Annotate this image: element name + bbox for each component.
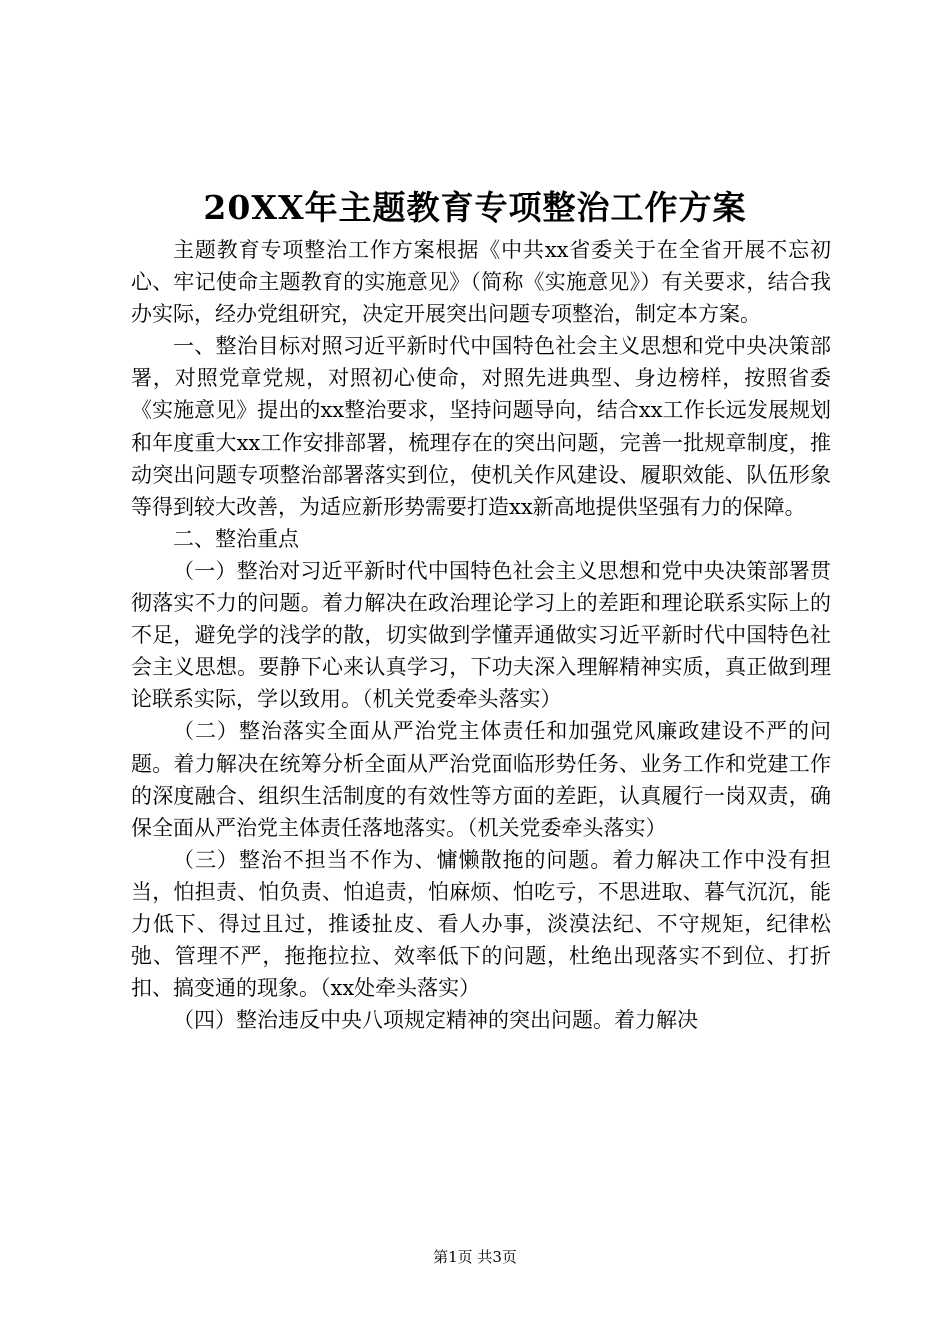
paragraph-intro: 主题教育专项整治工作方案根据《中共xx省委关于在全省开展不忘初心、牢记使命主题教育的实施意见》（简称《实施意见》）有关要求，结合我办实际，经办党组研究，决定开展突出问题专项整治，制定本方案。 bbox=[131, 238, 831, 327]
paragraph-item-3: （三）整治不担当不作为、慵懒散拖的问题。着力解决工作中没有担当，怕担责、怕负责、怕追责，怕麻烦、怕吃亏，不思进取、暮气沉沉，能力低下、得过且过，推诿扯皮、看人办事，淡漠法纪、不守规矩，纪律松弛、管理不严，拖拖拉拉、效率低下的问题，杜绝出现落实不到位、打折扣、搞变通的现象。（xx处牵头落实） bbox=[131, 847, 831, 1001]
paragraph-item-4: （四）整治违反中央八项规定精神的突出问题。着力解决 bbox=[173, 1008, 698, 1033]
document-title: 20XX年主题教育专项整治工作方案 bbox=[203, 188, 747, 227]
paragraph-heading-focus: 二、整治重点 bbox=[173, 526, 299, 551]
paragraph-goal: 一、整治目标对照习近平新时代中国特色社会主义思想和党中央决策部署，对照党章党规，对照初心使命，对照先进典型、身边榜样，按照省委《实施意见》提出的xx整治要求，坚持问题导向，结合xx工作长远发展规划和年度重大xx工作安排部署，梳理存在的突出问题，完善一批规章制度，推动突出问题专项整治部署落实到位，使机关作风建设、履职效能、队伍形象等得到较大改善，为适应新形势需要打造xx新高地提供坚强有力的保障。 bbox=[131, 334, 831, 519]
page-number-footer: 第1页 共3页 bbox=[433, 1248, 517, 1266]
document-body bbox=[131, 234, 831, 1036]
paragraph-item-2: （二）整治落实全面从严治党主体责任和加强党风廉政建设不严的问题。着力解决在统筹分析全面从严治党面临形势任务、业务工作和党建工作的深度融合、组织生活制度的有效性等方面的差距，认真履行一岗双责，确保全面从严治党主体责任落地落实。（机关党委牵头落实） bbox=[131, 719, 831, 840]
paragraph-item-1: （一）整治对习近平新时代中国特色社会主义思想和党中央决策部署贯彻落实不力的问题。着力解决在政治理论学习上的差距和理论联系实际上的不足，避免学的浅学的散，切实做到学懂弄通做实习近平新时代中国特色社会主义思想。要静下心来认真学习，下功夫深入理解精神实质，真正做到理论联系实际，学以致用。（机关党委牵头落实） bbox=[131, 558, 831, 712]
